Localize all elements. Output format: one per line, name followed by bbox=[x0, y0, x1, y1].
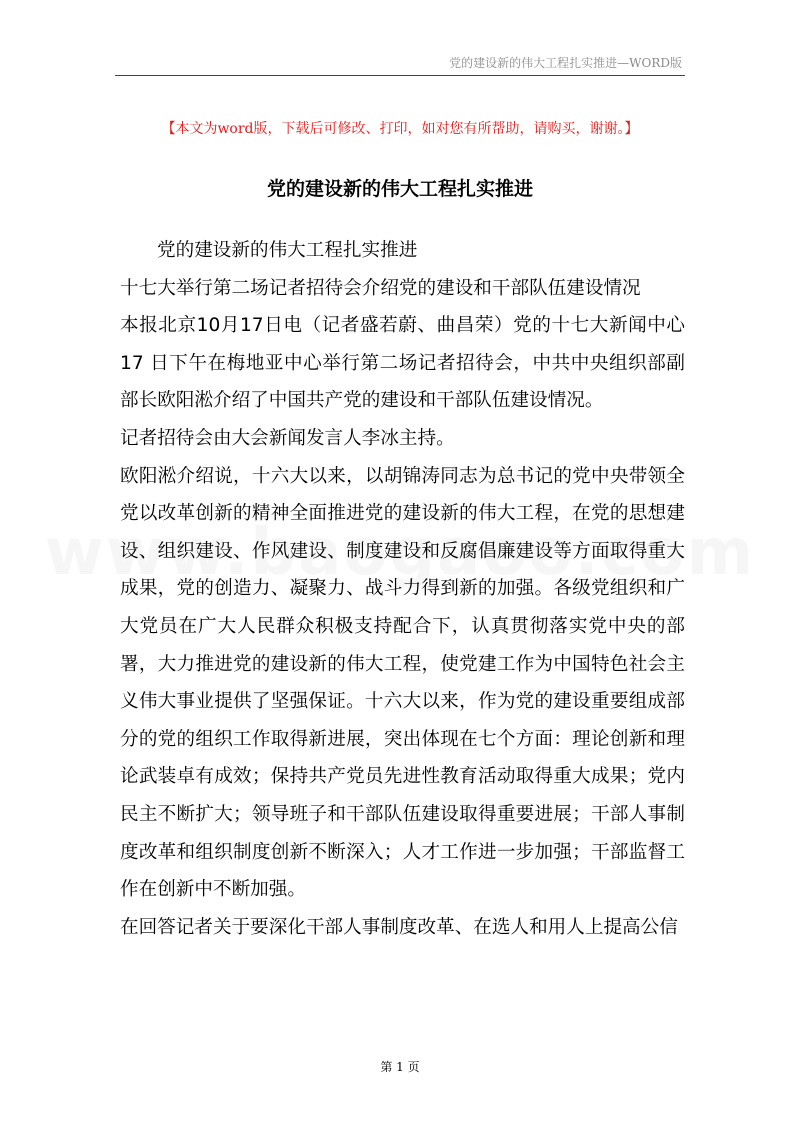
paragraph: 记者招待会由大会新闻发言人李冰主持。 bbox=[120, 427, 455, 449]
header-rule bbox=[115, 75, 685, 76]
purchase-notice: 【本文为word版，下载后可修改、打印，如对您有所帮助，请购买，谢谢。】 bbox=[161, 121, 639, 137]
document-body bbox=[120, 232, 685, 946]
paragraph-headline: 十七大举行第二场记者招待会介绍党的建设和干部队伍建设情况 bbox=[120, 277, 641, 299]
document-title: 党的建设新的伟大工程扎实推进 bbox=[266, 178, 533, 200]
running-header: 党的建设新的伟大工程扎实推进—WORD版 bbox=[449, 56, 682, 70]
paragraph-subtitle: 党的建设新的伟大工程扎实推进 bbox=[157, 240, 418, 261]
paragraph: 本报北京10月17日电（记者盛若蔚、曲昌荣）党的十七大新闻中心17 日下午在梅地亚中心举行第二场记者招待会，中共中央组织部副部长欧阳淞介绍了中国共产党的建设和干部队伍建设情况。 bbox=[120, 315, 685, 412]
paragraph: 在回答记者关于要深化干部人事制度改革、在选人和用人上提高公信 bbox=[120, 916, 678, 938]
paragraph: 欧阳淞介绍说，十六大以来，以胡锦涛同志为总书记的党中央带领全党以改革创新的精神全面推进党的建设新的伟大工程，在党的思想建设、组织建设、作风建设、制度建设和反腐倡廉建设等方面取得重大成果，党的创造力、凝聚力、战斗力得到新的加强。各级党组织和广大党员在广大人民群众积极支持配合下，认真贯彻落实党中央的部署，大力推进党的建设新的伟大工程，使党建工作为中国特色社会主义伟大事业提供了坚强保证。十六大以来，作为党的建设重要组成部分的党的组织工作取得新进展，突出体现在七个方面：理论创新和理论武装卓有成效；保持共产党员先进性教育活动取得重大成果；党内民主不断扩大；领导班子和干部队伍建设取得重要进展；干部人事制度改革和组织制度创新不断深入；人才工作进一步加强；干部监督工作在创新中不断加强。 bbox=[120, 465, 685, 901]
page-number: 第 1 页 bbox=[380, 1060, 420, 1074]
